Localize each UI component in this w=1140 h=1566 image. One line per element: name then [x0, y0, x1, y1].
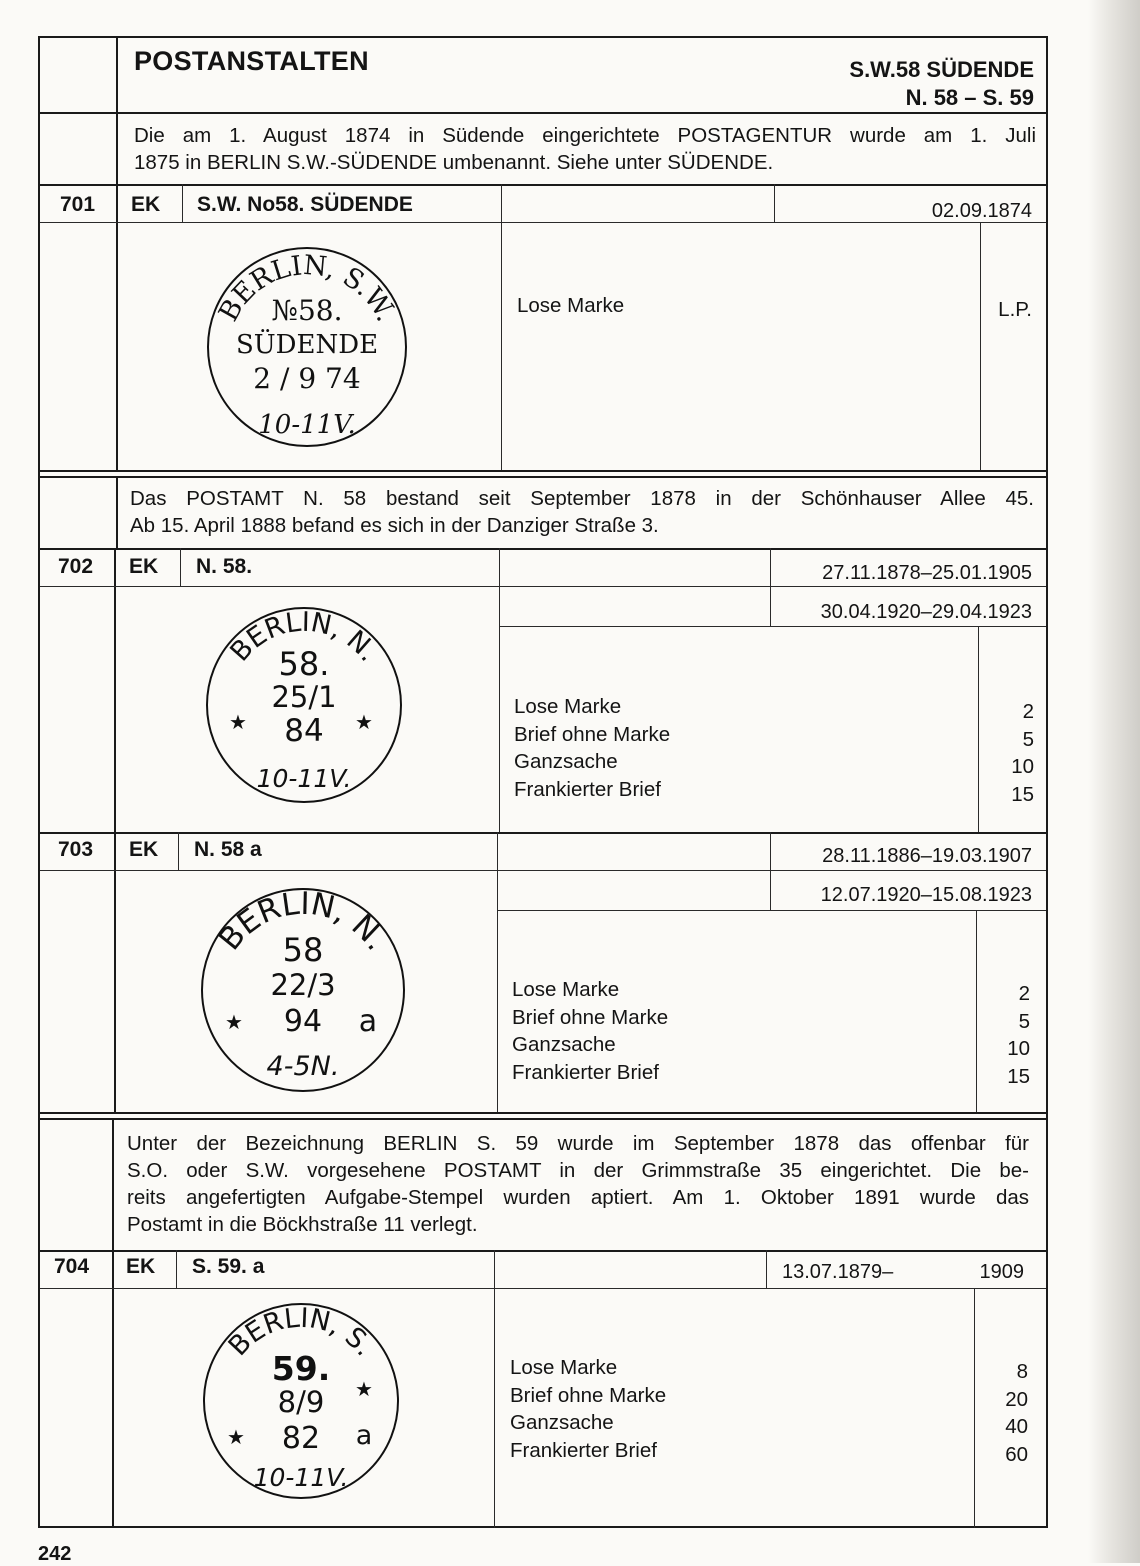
entry-code: S. 59. a — [192, 1255, 265, 1278]
entry-number: 701 — [60, 193, 96, 216]
price-value: 40 — [1005, 1415, 1028, 1438]
entry-date: 02.09.1874 — [931, 200, 1032, 222]
postmark-top-text: BERLIN, S.W. — [213, 249, 402, 327]
intro-line: Postamt in die Böckhstraße 11 verlegt. — [127, 1213, 478, 1236]
entry-date: 1909 — [979, 1261, 1024, 1283]
postmark-bottom-text: 10-11V. — [256, 764, 352, 793]
price-value: 2 — [1022, 700, 1034, 723]
intro-line: Unter der Bezeichnung BERLIN S. 59 wurde im September 1878 das offenbar für — [127, 1132, 1029, 1155]
postmark-line: 22/3 — [270, 968, 336, 1002]
entry-type: EK — [129, 555, 159, 578]
section-intro — [130, 485, 1034, 539]
section-intro — [134, 122, 1036, 176]
postmark-line: 94 — [283, 1004, 323, 1039]
star-icon: ★ — [355, 1377, 373, 1401]
postmark-line: SÜDENDE — [235, 330, 379, 360]
star-icon: ★ — [225, 1010, 243, 1034]
catalog-table — [38, 36, 1048, 1528]
price-label: Brief ohne Marke — [514, 722, 671, 746]
intro-line: Das POSTAMT N. 58 bestand seit September 1878 in der Schönhauser Allee 45. — [130, 487, 1034, 510]
entry-type: EK — [131, 193, 161, 216]
entry-code: N. 58. — [196, 555, 253, 578]
entry-code: S.W. No58. SÜDENDE — [197, 193, 413, 216]
place-subheading: N. 58 – S. 59 — [905, 85, 1034, 110]
postmark-line: №58. — [271, 294, 343, 327]
entry-date: 27.11.1878–25.01.1905 — [822, 562, 1032, 584]
price-label: Frankierter Brief — [510, 1438, 657, 1462]
postmark-image — [196, 883, 410, 1097]
star-icon: ★ — [227, 1425, 245, 1449]
price-value: 5 — [1022, 727, 1034, 751]
page-title: POSTANSTALTEN — [134, 46, 369, 76]
postmark-letter: a — [355, 1420, 373, 1451]
postmark-line: 25/1 — [271, 680, 337, 714]
page-number: 242 — [38, 1543, 72, 1565]
price-value: 20 — [1005, 1387, 1028, 1411]
entry-number: 704 — [54, 1255, 90, 1278]
postmark-image — [198, 1298, 404, 1504]
price-value: 60 — [1005, 1442, 1028, 1466]
place-heading: S.W.58 SÜDENDE — [849, 57, 1034, 82]
postmark-image — [200, 240, 414, 454]
price-label: Lose Marke — [512, 978, 620, 1001]
price-label: Frankierter Brief — [514, 777, 661, 801]
postmark-line: 2 / 9 74 — [253, 362, 361, 395]
entry-code: N. 58 a — [194, 838, 262, 861]
entry-date: 30.04.1920–29.04.1923 — [820, 601, 1032, 623]
postmark-top-text: BERLIN, N. — [224, 606, 385, 668]
price-value: 5 — [1018, 1009, 1030, 1033]
price-label: Brief ohne Marke — [512, 1005, 669, 1029]
postmark-line: 59. — [271, 1349, 331, 1388]
postmark-bottom-text: 10-11V. — [253, 1463, 349, 1492]
entry-number: 702 — [58, 555, 94, 578]
entry-type: EK — [126, 1255, 156, 1278]
intro-line: 1875 in BERLIN S.W.-SÜDENDE umbenannt. Siehe unter SÜDENDE. — [134, 151, 774, 174]
price-value: 15 — [1011, 782, 1034, 806]
postmark-line: 84 — [284, 713, 324, 749]
price-label: Frankierter Brief — [512, 1060, 659, 1084]
postmark-image — [200, 601, 408, 809]
entry-date: 12.07.1920–15.08.1923 — [820, 884, 1032, 906]
price-label: Brief ohne Marke — [510, 1383, 667, 1407]
price-list — [510, 1354, 810, 1464]
price-value: 2 — [1018, 982, 1030, 1005]
intro-line: Die am 1. August 1874 in Südende eingerichtete POSTAGENTUR wurde am 1. Juli — [134, 124, 1036, 147]
price-values — [980, 698, 1034, 808]
postmark-letter: a — [358, 1004, 378, 1039]
price-label: Lose Marke — [514, 695, 622, 718]
entry-number: 703 — [58, 838, 94, 861]
price-value: 10 — [1011, 755, 1034, 778]
price-list — [514, 693, 814, 803]
section-intro — [127, 1130, 1029, 1238]
page-edge-shadow — [1088, 0, 1140, 1563]
postmark-top-text: BERLIN, N. — [211, 885, 396, 958]
postmark-top-text: BERLIN, S. — [222, 1302, 381, 1363]
entry-date: 28.11.1886–19.03.1907 — [822, 845, 1032, 867]
postmark-bottom-text: 10-11V. — [258, 410, 356, 440]
intro-line: reits angefertigten Aufgabe-Stempel wurden aptiert. Am 1. Oktober 1891 wurde das — [127, 1186, 1029, 1209]
postmark-line: 58. — [278, 645, 330, 683]
postmark-line: 82 — [281, 1421, 321, 1456]
price-label: Ganzsache — [510, 1411, 614, 1434]
price-value: 8 — [1016, 1360, 1028, 1383]
price-value: 15 — [1007, 1064, 1030, 1088]
price-label: Ganzsache — [514, 750, 618, 773]
star-icon: ★ — [229, 710, 247, 734]
postmark-line: 58 — [282, 931, 324, 969]
entry-date: 13.07.1879– — [782, 1261, 894, 1283]
price-value: L.P. — [998, 298, 1032, 321]
price-list — [512, 976, 812, 1086]
intro-line: S.O. oder S.W. vorgesehene POSTAMT in der Grimmstraße 35 eingerichtet. Die be- — [127, 1159, 1029, 1182]
postmark-line: 8/9 — [277, 1385, 325, 1419]
price-values — [978, 980, 1030, 1090]
price-value: 10 — [1007, 1037, 1030, 1060]
star-icon: ★ — [355, 710, 373, 734]
intro-line: Ab 15. April 1888 befand es sich in der Danziger Straße 3. — [130, 514, 659, 537]
price-label: Lose Marke — [517, 294, 625, 317]
postmark-bottom-text: 4-5N. — [266, 1051, 340, 1082]
entry-type: EK — [129, 838, 159, 861]
price-label: Lose Marke — [510, 1356, 618, 1379]
price-label: Ganzsache — [512, 1033, 616, 1056]
price-values — [976, 1358, 1028, 1468]
